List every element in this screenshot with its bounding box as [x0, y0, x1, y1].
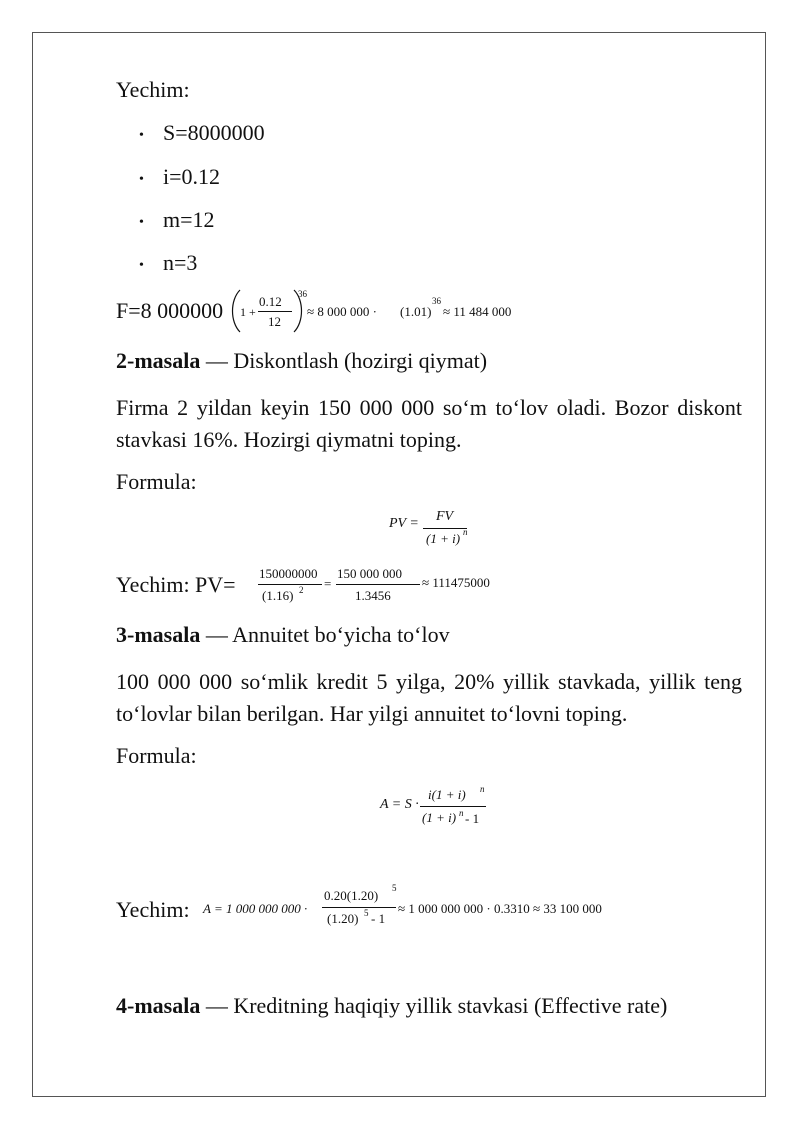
- fraction-bar: [336, 584, 420, 585]
- pv-numerator: FV: [436, 509, 454, 524]
- denominator-1: (1.16): [262, 588, 294, 603]
- problem-3-title: 3-masala — Annuitet bo‘yicha to‘lov: [116, 622, 450, 647]
- fraction-denominator: 12: [268, 314, 281, 329]
- bullet-icon: •: [139, 258, 144, 273]
- fraction-bar: [423, 528, 467, 529]
- solution-label: Yechim:: [116, 77, 190, 102]
- exponent: 36: [298, 289, 307, 299]
- fraction-bar: [420, 806, 486, 807]
- result: ≈ 111475000: [422, 575, 490, 590]
- solution-prefix: Yechim:: [116, 897, 190, 922]
- a-denominator: (1 + i): [422, 810, 457, 825]
- exponent: 5: [392, 883, 397, 893]
- approx-part-b: ≈ 11 484 000: [443, 304, 512, 319]
- problem-4-title: 4-masala — Kreditning haqiqiy yillik stavkasi (Effective rate): [116, 993, 668, 1018]
- exponent: 36: [432, 296, 441, 306]
- equals-sign: =: [324, 576, 332, 591]
- given-value: S=8000000: [163, 120, 265, 145]
- page-border: [32, 32, 766, 1097]
- problem-2-title: 2-masala — Diskontlash (hozirgi qiymat): [116, 348, 488, 373]
- numerator-1: 150000000: [259, 566, 318, 581]
- problem-2-text: Firma 2 yildan keyin 150 000 000 so‘m to‘lov oladi. Bozor diskont stavkasi 16%. Hozirgi qiymatni toping.: [116, 395, 742, 452]
- given-value: i=0.12: [163, 164, 221, 189]
- exponent: 5: [364, 908, 369, 918]
- one-plus: 1 +: [240, 305, 256, 319]
- fraction-numerator: 0.12: [259, 294, 282, 309]
- a-lhs: A = S ·: [380, 797, 419, 812]
- fraction-bar: [322, 907, 396, 908]
- bullet-icon: •: [139, 128, 144, 143]
- minus-one: - 1: [465, 811, 480, 826]
- minus-one: - 1: [371, 911, 386, 926]
- base-value: 1.01: [404, 304, 428, 319]
- fraction-bar: [258, 584, 322, 585]
- formula-prefix: F=8 000000: [116, 298, 224, 323]
- bullet-icon: •: [139, 215, 144, 230]
- solution-prefix: Yechim: PV=: [116, 572, 236, 597]
- a-numerator: i(1 + i): [428, 787, 466, 802]
- denominator-2: 1.3456: [355, 588, 391, 603]
- given-value: n=3: [163, 250, 198, 275]
- exponent: n: [480, 784, 485, 794]
- paren-base: (1.01): [400, 304, 432, 319]
- exponent: n: [463, 527, 468, 537]
- pv-denominator: (1 + i): [426, 531, 461, 546]
- solution-denominator: (1.20): [327, 911, 359, 926]
- pv-lhs: PV =: [389, 516, 419, 531]
- formula-label: Formula:: [116, 469, 197, 494]
- exponent: 2: [299, 585, 304, 595]
- solution-lhs: A = 1 000 000 000 ·: [203, 901, 308, 916]
- bullet-icon: •: [139, 172, 144, 187]
- numerator-2: 150 000 000: [337, 566, 402, 581]
- problem-3-text: 100 000 000 so‘mlik kredit 5 yilga, 20% yillik stavkada, yillik teng to‘lovlar bilan berilgan. Har yilgi annuitet to‘lovni toping.: [116, 669, 742, 726]
- fraction-bar: [258, 311, 292, 312]
- result: ≈ 1 000 000 000 · 0.3310 ≈ 33 100 000: [398, 901, 602, 916]
- approx-part-a: ≈ 8 000 000 ·: [307, 304, 377, 319]
- formula-label: Formula:: [116, 743, 197, 768]
- given-value: m=12: [163, 207, 215, 232]
- solution-numerator: 0.20(1.20): [324, 888, 379, 903]
- exponent: n: [459, 808, 464, 818]
